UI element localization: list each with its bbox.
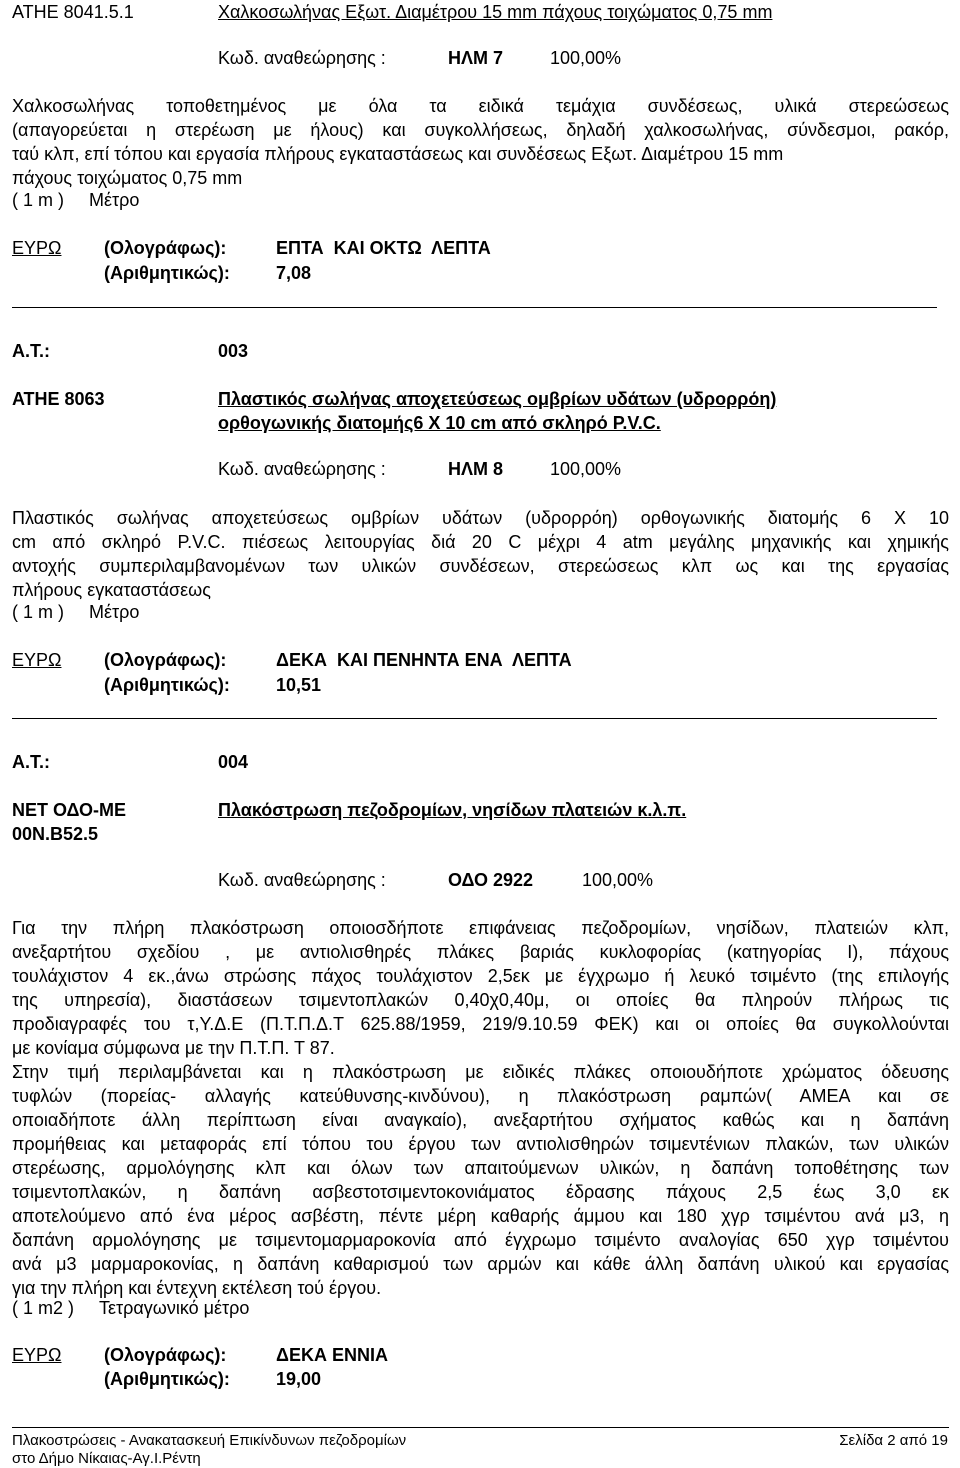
- item3-currency: ΕΥΡΩ: [12, 1345, 62, 1365]
- item2-revision-pct: 100,00%: [550, 459, 622, 479]
- footer-rule: [12, 1427, 949, 1428]
- item2-at-label: Α.Τ.:: [12, 341, 51, 361]
- item1-words-value: ΕΠΤΑ ΚΑΙ ΟΚΤΩ ΛΕΠΤΑ: [276, 238, 491, 258]
- item3-unit: ( 1 m2 ) Τετραγωνικό μέτρο: [12, 1298, 250, 1318]
- description-line: τσιμεντοπλακών, η δαπάνη ασβεστοτσιμεντοκονιάματος έδρασης πάχους 2,5 έως 3,0 εκ: [12, 1182, 949, 1202]
- description-line: προμήθειας και μεταφοράς επί τόπου του έργου των αντιολισθηρών τσιμεντένιων πλακών, των υλικών: [12, 1134, 949, 1154]
- item3-code-line1: ΝΕΤ ΟΔΟ-ΜΕ: [12, 800, 126, 820]
- item2-words-label: (Ολογράφως):: [104, 650, 227, 670]
- footer-line1: Πλακοστρώσεις - Ανακατασκευή Επικίνδυνων πεζοδρομίων: [12, 1432, 407, 1449]
- description-line: της υπηρεσία), διαστάσεων τσιμεντοπλακών 0,40χ0,40μ, οι οποίες θα πληρούν πλήρως τις: [12, 990, 949, 1010]
- item3-code-line2: 00Ν.Β52.5: [12, 824, 99, 844]
- description-line: δαπάνη αρμολόγησης με τσιμεντοµαρμαροκονία από έγχρωμο τσιμέντο αναλογίας 650 χγρ τσιμέντου: [12, 1230, 949, 1250]
- item2-at-value: 003: [218, 341, 249, 361]
- description-line: Χαλκοσωλήνας τοποθετημένος με όλα τα ειδικά τεμάχια συνδέσεως, υλικά στερεώσεως: [12, 96, 949, 116]
- item-divider: [12, 307, 937, 308]
- description-line: στερέωσης, αρμολόγησης κλπ και όλων των απαιτούμενων υλικών, η δαπάνη τοποθέτησης των: [12, 1158, 949, 1178]
- item3-words-value: ΔΕΚΑ ΕΝΝΙΑ: [276, 1345, 388, 1365]
- item3-revision-code: ΟΔΟ 2922: [448, 870, 534, 890]
- item2-code: ΑΤΗΕ 8063: [12, 389, 105, 409]
- item1-code: ΑΤΗΕ 8041.5.1: [12, 2, 134, 22]
- item1-revision-pct: 100,00%: [550, 48, 622, 68]
- description-line: ανεξαρτήτου σχεδίου , με αντιολισθηρές πλάκες βαριάς κυκλοφορίας (κατηγορίας Ι), πάχους: [12, 942, 949, 962]
- description-line: για την πλήρη και έντεχνη εκτέλεση τού έργου.: [12, 1278, 382, 1298]
- footer-page-number: Σελίδα 2 από 19: [839, 1432, 948, 1449]
- description-line: πλήρους εγκαταστάσεως: [12, 580, 211, 600]
- description-line: με κονίαμα σύμφωνα με την Π.Τ.Π. Τ 87.: [12, 1038, 335, 1058]
- item2-words-value: ΔΕΚΑ ΚΑΙ ΠΕΝΗΝΤΑ ΕΝΑ ΛΕΠΤΑ: [276, 650, 572, 670]
- item1-title: Χαλκοσωλήνας Εξωτ. Διαμέτρου 15 mm πάχους τοιχώματος 0,75 mm: [218, 2, 773, 22]
- description-line: τουλάχιστον 4 εκ.,άνω στρώσης πάχος τουλάχιστον 2,5εκ με έγχρωμο ή λευκό τσιμέντο (της επιλογής: [12, 966, 949, 986]
- item2-unit: ( 1 m ) Μέτρο: [12, 602, 140, 622]
- item3-numeric-value: 19,00: [276, 1369, 322, 1389]
- description-line: Στην τιμή περιλαμβάνεται και η πλακόστρωση με ειδικές πλάκες οποιουδήποτε χρώματος όδευσης: [12, 1062, 949, 1082]
- description-line: προδιαγραφές του τ,Υ.Δ.Ε (Π.Τ.Π.Δ.Τ 625.88/1959, 219/9.10.59 ΦΕΚ) και οι οποίες θα συγκολλούνται: [12, 1014, 949, 1034]
- item2-currency: ΕΥΡΩ: [12, 650, 62, 670]
- description-line: cm από σκληρό P.V.C. πιέσεως λειτουργίας διά 20 C μέχρι 4 atm μεγάλης μηχανικής και χημικής: [12, 532, 949, 552]
- item1-numeric-label: (Αριθμητικώς):: [104, 263, 230, 283]
- item2-revision-label: Κωδ. αναθεώρησης :: [218, 459, 386, 479]
- description-line: (απαγορεύεται η στερέωση με ήλους) και συγκολλήσεως, δηλαδή χαλκοσωλήνας, σύνδεσμοι, ρακόρ,: [12, 120, 949, 140]
- item1-revision-label: Κωδ. αναθεώρησης :: [218, 48, 386, 68]
- item1-words-label: (Ολογράφως):: [104, 238, 227, 258]
- item3-at-label: Α.Τ.:: [12, 752, 51, 772]
- item3-at-value: 004: [218, 752, 249, 772]
- item3-revision-label: Κωδ. αναθεώρησης :: [218, 870, 386, 890]
- item1-unit: ( 1 m ) Μέτρο: [12, 190, 140, 210]
- description-line: οποιαδήποτε άλλη περίπτωση είναι αναγκαίο), ανεξαρτήτου σχήματος καθώς και η δαπάνη: [12, 1110, 949, 1130]
- item3-revision-pct: 100,00%: [582, 870, 654, 890]
- item2-title-line2: ορθογωνικής διατομής6 Χ 10 cm από σκληρό P.V.C.: [218, 413, 661, 433]
- item3-title: Πλακόστρωση πεζοδρομίων, νησίδων πλατειών κ.λ.π.: [218, 800, 687, 820]
- item2-revision-code: ΗΛΜ 8: [448, 459, 504, 479]
- item1-currency: ΕΥΡΩ: [12, 238, 62, 258]
- item2-title-line1: Πλαστικός σωλήνας αποχετεύσεως ομβρίων υδάτων (υδρορρόη): [218, 389, 777, 409]
- item1-revision-code: ΗΛΜ 7: [448, 48, 504, 68]
- description-line: Πλαστικός σωλήνας αποχετεύσεως ομβρίων υδάτων (υδρορρόη) ορθογωνικής διατομής 6 Χ 10: [12, 508, 949, 528]
- description-line: τυφλών (πορείας- αλλαγής κατεύθυνσης-κινδύνου), η πλακόστρωση ραμπών( ΑΜΕΑ και σε: [12, 1086, 949, 1106]
- description-line: αποτελούμενο από ένα μέρος ασβέστη, πέντε μέρη καθαρής άμμου και 180 χγρ τσιμέντου ανά μ3, η: [12, 1206, 949, 1226]
- item2-numeric-label: (Αριθμητικώς):: [104, 675, 230, 695]
- item1-numeric-value: 7,08: [276, 263, 312, 283]
- description-line: Για την πλήρη πλακόστρωση οποιοσδήποτε επιφάνειας πεζοδρομίων, νησίδων, πλατειών κλπ,: [12, 918, 949, 938]
- description-line: ανά μ3 μαρμαροκονίας, η δαπάνη καθαρισμού των αρμών και κάθε άλλη δαπάνη υλικού και εργασίας: [12, 1254, 949, 1274]
- description-line: αντοχής συμπεριλαμβανομένων των υλικών συνδέσεων, στερεώσεως κλπ ως και της εργασίας: [12, 556, 949, 576]
- description-line: ταύ κλπ, επί τόπου και εργασία πλήρους εγκαταστάσεως και συνδέσεως Εξωτ. Διαμέτρου 15 mm: [12, 144, 784, 164]
- item3-numeric-label: (Αριθμητικώς):: [104, 1369, 230, 1389]
- footer-line2: στο Δήμο Νίκαιας-Αγ.Ι.Ρέντη: [12, 1450, 201, 1467]
- item-divider: [12, 718, 937, 719]
- item3-words-label: (Ολογράφως):: [104, 1345, 227, 1365]
- item2-numeric-value: 10,51: [276, 675, 322, 695]
- description-line: πάχους τοιχώματος 0,75 mm: [12, 168, 243, 188]
